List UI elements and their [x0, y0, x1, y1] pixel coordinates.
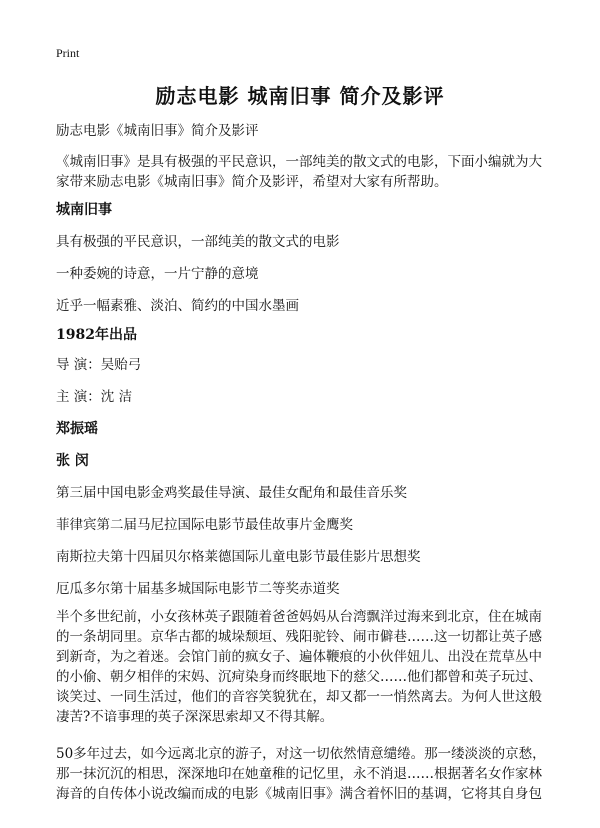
tagline-3: 近乎一幅素雅、淡泊、简约的中国水墨画	[56, 298, 299, 314]
subtitle: 励志电影《城南旧事》简介及影评	[56, 123, 259, 139]
review-line: 50多年过去，如今远离北京的游子，对这一切依然情意缱绻。那一缕淡淡的京愁，	[56, 746, 546, 762]
tagline-2: 一种委婉的诗意，一片宁静的意境	[56, 266, 259, 282]
section-heading-year: 1982年出品	[56, 327, 137, 343]
story-line: 半个多世纪前，小女孩林英子跟随着爸爸妈妈从台湾飘洋过海来到北京，住在城南	[56, 609, 542, 625]
award-3: 南斯拉夫第十四届贝尔格莱德国际儿童电影节最佳影片思想奖	[56, 549, 421, 565]
star-name: 沈 洁	[100, 389, 133, 405]
section-heading-film: 城南旧事	[56, 202, 112, 218]
star-label: 主 演：	[56, 389, 101, 405]
print-label: Print	[56, 46, 80, 60]
star-line	[56, 387, 556, 407]
cast-name-1: 郑振瑶	[56, 421, 98, 437]
award-4: 厄瓜多尔第十届基多城国际电影节二等奖赤道奖	[56, 581, 340, 597]
award-2: 菲律宾第二届马尼拉国际电影节最佳故事片金鹰奖	[56, 517, 353, 533]
story-line: 凄苦?不谙事理的英子深深思索却又不得其解。	[56, 709, 334, 725]
story-line: 到新奇，为之着迷。会馆门前的疯女子、遍体鞭痕的小伙伴妞儿、出没在荒草丛中	[56, 649, 542, 665]
intro-paragraph	[56, 152, 556, 192]
intro-line: 家带来励志电影《城南旧事》简介及影评，希望对大家有所帮助。	[56, 174, 448, 190]
intro-line: 《城南旧事》是具有极强的平民意识，一部纯美的散文式的电影，下面小编就为大	[56, 154, 542, 170]
story-paragraph	[56, 607, 556, 727]
story-line: 的小偷、朝夕相伴的宋妈、沉疴染身而终眠地下的慈父……他们都曾和英子玩过、	[56, 669, 542, 685]
story-line: 的一条胡同里。京华古都的城垛颓垣、残阳驼铃、闹市僻巷……这一切都让英子感	[56, 629, 542, 645]
review-paragraph	[56, 744, 556, 804]
director-label: 导 演：	[56, 357, 101, 373]
story-line: 谈笑过、一同生活过，他们的音容笑貌犹在，却又都一一悄然离去。为何人世这般	[56, 689, 542, 705]
director-line	[56, 355, 556, 375]
review-line: 海音的自传体小说改编而成的电影《城南旧事》满含着怀旧的基调，它将其自身包	[56, 786, 542, 802]
review-line: 那一抹沉沉的相思，深深地印在她童稚的记忆里，永不消退……根据著名女作家林	[56, 766, 542, 782]
tagline-1: 具有极强的平民意识，一部纯美的散文式的电影	[56, 234, 340, 250]
award-1: 第三届中国电影金鸡奖最佳导演、最佳女配角和最佳音乐奖	[56, 485, 407, 501]
page-title: 励志电影 城南旧事 简介及影评	[155, 84, 445, 108]
director-name: 吴贻弓	[100, 357, 142, 373]
cast-name-2: 张 闵	[56, 453, 89, 469]
